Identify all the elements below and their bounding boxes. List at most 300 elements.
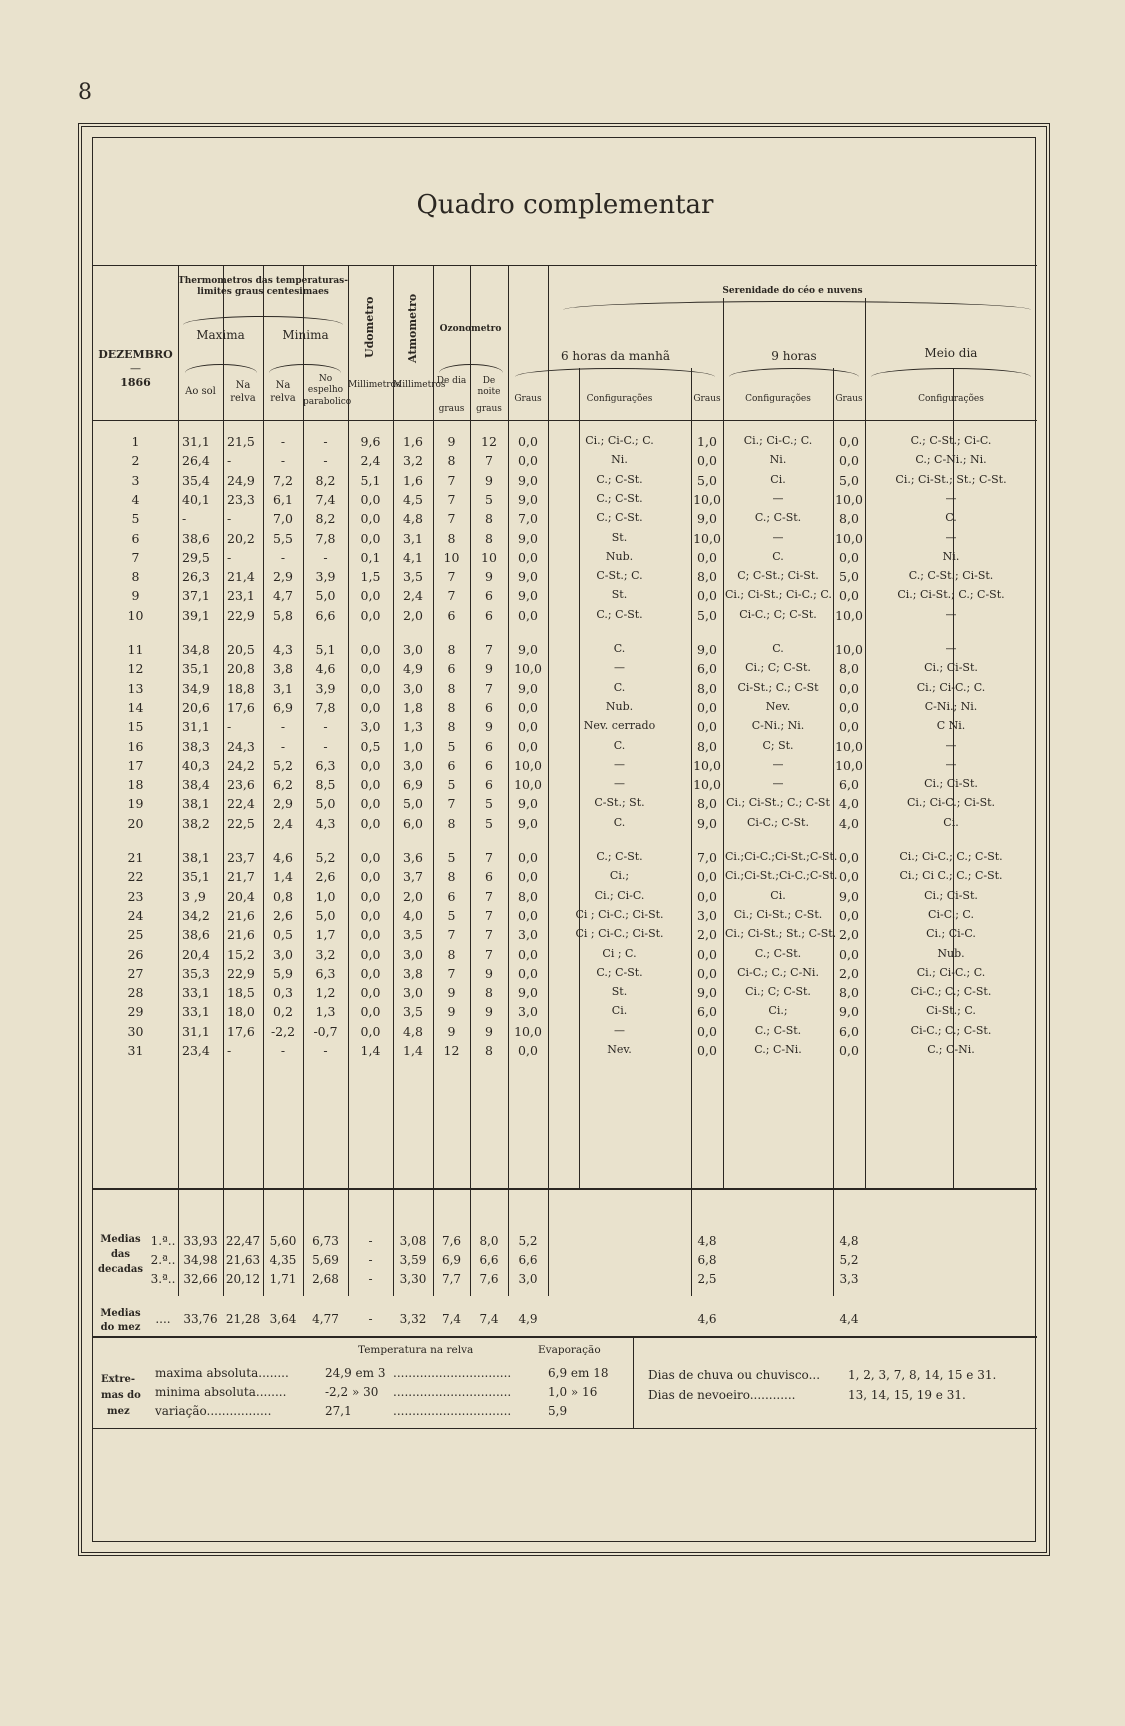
table-cell: 0,0	[360, 1023, 381, 1039]
table-cell: 10,0	[693, 530, 721, 546]
row-day: 18	[127, 777, 144, 793]
table-cell: 6	[485, 588, 493, 604]
table-cell: 6,9	[273, 699, 293, 715]
table-cell: 10	[481, 549, 497, 565]
table-cell: 26,4	[182, 453, 210, 469]
table-cell: 8	[447, 815, 456, 831]
table-cell: —	[945, 757, 957, 771]
thermo-brace	[183, 316, 343, 325]
table-cell: 40,1	[182, 491, 210, 507]
table-cell: 0,0	[697, 946, 717, 962]
table-cell: 6	[485, 757, 493, 773]
medias-cell: 1,71	[269, 1272, 297, 1286]
table-cell: 20,6	[182, 699, 210, 715]
table-cell: Ci.;Ci-St.;Ci-C.;C-St.	[725, 869, 838, 883]
table-cell: 5	[485, 796, 493, 812]
table-cell: 1,4	[403, 1043, 423, 1058]
medias-bottom-rule	[93, 1336, 1037, 1338]
table-cell: 20,4	[182, 946, 210, 962]
table-cell: 0,0	[360, 815, 381, 831]
table-cell: 0,0	[697, 869, 717, 885]
h9-brace	[729, 368, 859, 377]
table-cell: 9,0	[697, 642, 717, 657]
row-day: 19	[127, 796, 144, 812]
row-day: 1	[131, 434, 140, 449]
row-day: 27	[127, 965, 144, 981]
table-cell: 31,1	[182, 1023, 210, 1039]
table-cell: 31,1	[182, 434, 210, 449]
table-cell: 4,0	[403, 907, 423, 923]
table-cell: 18,8	[227, 680, 255, 696]
medias-cell: 22,47	[225, 1234, 261, 1248]
table-cell: -	[280, 549, 286, 565]
table-cell: Ci-C.; C.; C-Ni.	[737, 965, 819, 979]
table-cell: -	[323, 453, 328, 469]
table-cell: 9	[447, 985, 456, 1001]
row-day: 21	[127, 850, 144, 865]
table-cell: 2,0	[403, 888, 423, 904]
table-cell: Nev.	[765, 699, 791, 713]
table-cell: 3,5	[403, 927, 423, 943]
table-cell: 10,0	[514, 661, 542, 677]
table-cell: Ci.; Ci-St.; C.; C-St	[726, 796, 830, 810]
table-cell: 5,8	[273, 607, 293, 623]
table-cell: Ci.; Ci-C.	[594, 888, 645, 902]
table-cell: Ci.;Ci-C.;Ci-St.;C-St.	[725, 850, 838, 863]
row-day: 25	[127, 927, 144, 943]
table-cell: 0,0	[360, 530, 381, 546]
medias-mez-cell: 4,77	[312, 1312, 339, 1326]
table-cell: 5,0	[315, 796, 336, 812]
table-cell: 0,0	[518, 907, 538, 923]
table-cell: 20,2	[227, 530, 255, 546]
h6-brace	[515, 368, 715, 377]
temp-relva-header: Temperatura na relva	[358, 1344, 474, 1356]
table-cell: 7	[447, 569, 456, 585]
medias-mez-label: do mez	[100, 1322, 141, 1333]
table-cell: -	[323, 719, 328, 735]
row-day: 23	[127, 888, 144, 904]
table-cell: 5,0	[839, 569, 859, 585]
table-cell: 3,0	[360, 719, 381, 735]
extremas-bottom-rule	[93, 1428, 1037, 1429]
table-cell: 6,0	[403, 815, 423, 831]
medias-cell: 3,08	[399, 1234, 427, 1248]
table-cell: 18,5	[227, 985, 255, 1001]
table-cell: 35,3	[182, 965, 210, 981]
table-cell: 22,9	[227, 965, 255, 981]
table-cell: 4,5	[403, 491, 423, 507]
table-cell: -	[280, 1043, 286, 1058]
table-cell: St.	[611, 530, 628, 544]
table-cell: 7	[485, 946, 493, 962]
table-cell: 7	[447, 796, 456, 812]
medias-cell: 3,3	[839, 1272, 859, 1286]
meio-dia-brace	[871, 368, 1031, 377]
table-cell: Ci.; Ci-St.; St.; C-St.	[725, 927, 837, 941]
table-cell: 29,5	[182, 549, 210, 565]
table-cell: 2,4	[360, 453, 381, 469]
medias-cell: 7,6	[441, 1234, 462, 1248]
table-cell: 6	[485, 607, 493, 623]
table-cell: C.; C-St.	[596, 511, 643, 525]
configuracoes-header: Configurações	[745, 394, 811, 404]
table-cell: Ni.	[942, 549, 960, 563]
table-cell: 10,0	[693, 777, 721, 793]
table-cell: 5,0	[315, 588, 336, 604]
table-cell: C.; C-St.	[754, 946, 802, 960]
table-cell: —	[945, 642, 957, 655]
table-cell: 8	[447, 453, 456, 469]
table-cell: 9,6	[360, 434, 381, 449]
table-cell: —	[945, 491, 957, 505]
table-cell: 8,0	[697, 796, 717, 812]
medias-top-rule	[93, 1188, 1037, 1190]
table-cell: 0,0	[839, 719, 859, 735]
table-cell: C Ni.	[936, 719, 966, 733]
extremas-dots: ...............................	[393, 1404, 512, 1418]
table-cell: 3,9	[315, 680, 336, 696]
de-dia-header: De dia	[436, 376, 467, 386]
medias-mez-cell: -	[368, 1312, 373, 1326]
table-cell: C.; C-St.; Ci-C.	[910, 434, 992, 447]
table-cell: 0,0	[697, 719, 717, 735]
table-cell: 12	[443, 1043, 460, 1058]
graus-dia-header: graus	[438, 404, 465, 414]
medias-cell: -	[368, 1234, 373, 1248]
table-cell: Ci-C.; C.	[928, 907, 974, 921]
table-cell: Ci.; Ci-St.	[924, 661, 978, 675]
row-day: 3	[131, 472, 140, 488]
table-cell: C.; C-Ni.	[927, 1043, 975, 1056]
millimetros-1-header: Millimetros	[348, 380, 401, 390]
table-cell: 0,0	[839, 434, 859, 449]
table-cell: 4,3	[273, 642, 293, 657]
table-cell: 3,0	[403, 757, 423, 773]
table-cell: -	[323, 738, 328, 754]
table-cell: 9,0	[697, 815, 717, 831]
table-cell: 1,3	[403, 719, 423, 735]
table-cell: 2,6	[315, 869, 336, 885]
table-cell: Ci ; Ci-C.; Ci-St.	[575, 927, 664, 941]
table-cell: 2,0	[839, 965, 859, 981]
table-cell: 8	[447, 946, 456, 962]
medias-cell: 4,35	[269, 1253, 297, 1267]
udometro-header: Udometro	[363, 296, 376, 358]
h9-header: 9 horas	[771, 349, 817, 363]
medias-cell: 6,73	[312, 1234, 339, 1248]
table-cell: -0,7	[313, 1023, 338, 1039]
meio-dia-header: Meio dia	[924, 346, 978, 360]
medias-cell: 1.ª..	[150, 1234, 176, 1248]
row-day: 9	[131, 588, 140, 604]
table-cell: Ci.; Ci-C.; C.	[743, 434, 813, 447]
table-cell: 0,0	[697, 1023, 717, 1039]
row-day: 8	[131, 569, 140, 585]
table-cell: 5,1	[360, 472, 381, 488]
column-rule	[393, 266, 394, 1188]
configuracoes-header: Configurações	[586, 394, 653, 404]
extremas-evap-value: 6,9 em 18	[548, 1366, 609, 1380]
table-cell: 7	[447, 965, 456, 981]
medias-cell: 2,68	[312, 1272, 339, 1286]
table-cell: 7	[447, 472, 456, 488]
medias-cell: 4,8	[697, 1234, 717, 1248]
table-cell: 9,0	[518, 796, 538, 812]
table-cell: 1,0	[697, 434, 717, 449]
table-cell: 8	[447, 719, 456, 735]
table-cell: 9	[485, 569, 493, 585]
table-cell: -	[227, 453, 232, 469]
table-cell: 5	[447, 850, 456, 865]
row-day: 17	[127, 757, 144, 773]
table-cell: 1,5	[360, 569, 381, 585]
table-cell: Nub.	[937, 946, 965, 960]
serenidade-brace	[563, 301, 1031, 310]
row-day: 20	[127, 815, 144, 831]
table-cell: 8,0	[839, 985, 859, 1001]
table-cell: 3,2	[315, 946, 336, 962]
table-cell: 6,0	[839, 1023, 859, 1039]
table-cell: -	[280, 719, 286, 735]
table-cell: —	[614, 1023, 625, 1037]
medias-cell: 8,0	[479, 1234, 499, 1248]
table-cell: 22,9	[227, 607, 255, 623]
table-cell: 10,0	[514, 777, 542, 793]
row-day: 16	[127, 738, 144, 754]
table-cell: 22,4	[227, 796, 255, 812]
table-cell: C.; C-St.	[596, 607, 643, 621]
table-cell: Ci.; Ci C.; C.; C-St.	[899, 869, 1003, 883]
table-cell: —	[614, 661, 625, 675]
table-cell: C.	[613, 815, 626, 829]
table-cell: 0,0	[518, 699, 538, 715]
table-cell: 1,3	[315, 1004, 336, 1020]
table-cell: Ci.; Ci-St.	[924, 777, 978, 791]
table-cell: 0,5	[273, 927, 293, 943]
row-day: 5	[131, 511, 140, 527]
table-cell: 0,0	[697, 549, 717, 565]
table-cell: Ni.	[769, 453, 787, 467]
table-cell: 0,0	[697, 1043, 717, 1058]
extremas-line-label: maxima absoluta........	[155, 1366, 289, 1380]
table-cell: 39,1	[182, 607, 210, 623]
medias-cell: -	[368, 1272, 373, 1286]
configuracoes-header: Configurações	[918, 394, 984, 404]
h6-header: 6 horas da manhã	[560, 349, 671, 363]
table-cell: Ci.;	[768, 1004, 788, 1018]
table-cell: Ci.; Ci-C.; C.	[916, 680, 986, 694]
table-cell: 17,6	[227, 1023, 255, 1039]
table-cell: C.; C-Ni.	[754, 1043, 802, 1056]
table-cell: 10,0	[514, 757, 542, 773]
table-cell: 6	[485, 738, 493, 754]
medias-mez-cell: 3,32	[399, 1312, 427, 1326]
table-frame	[92, 137, 1036, 1542]
table-cell: C.; C-St.	[754, 1023, 802, 1037]
medias-cell: 7,7	[441, 1272, 462, 1286]
medias-mez-cell: ....	[155, 1312, 171, 1326]
table-cell: 0,0	[360, 869, 381, 885]
table-cell: Ci.; Ci-C.; C.; C-St.	[899, 850, 1003, 863]
table-cell: 3,1	[403, 530, 423, 546]
table-cell: 23,3	[227, 491, 255, 507]
table-cell: 4,1	[403, 549, 423, 565]
table-cell: 7,0	[273, 511, 293, 527]
table-cell: Ni.	[611, 453, 628, 467]
table-cell: 0,0	[360, 661, 381, 677]
row-day: 10	[127, 607, 144, 623]
table-cell: 5,5	[273, 530, 293, 546]
table-cell: 7	[485, 927, 493, 943]
table-cell: 35,4	[182, 472, 210, 488]
table-cell: 3,7	[403, 869, 423, 885]
table-cell: C.; C-St.	[596, 491, 643, 505]
table-cell: 0,0	[839, 453, 859, 469]
table-cell: 7,0	[697, 850, 717, 865]
table-cell: —	[772, 777, 784, 791]
table-cell: 3,0	[518, 927, 538, 943]
medias-mez-label: Medias	[100, 1308, 141, 1319]
table-cell: 7	[485, 453, 493, 469]
table-cell: 0,0	[839, 946, 859, 962]
table-cell: 3,0	[273, 946, 293, 962]
table-cell: 0,0	[360, 680, 381, 696]
table-cell: 10,0	[693, 757, 721, 773]
table-cell: 8	[447, 680, 456, 696]
table-cell: 8,2	[315, 511, 336, 527]
row-day: 29	[127, 1004, 144, 1020]
table-cell: 9,0	[518, 588, 538, 604]
medias-decadas-label: decadas	[97, 1264, 144, 1275]
table-cell: 6,1	[273, 491, 293, 507]
table-title: Quadro complementar	[416, 190, 714, 220]
extremas-label: Extre-	[101, 1374, 135, 1385]
table-cell: 9,0	[518, 569, 538, 585]
table-cell: 34,9	[182, 680, 210, 696]
table-cell: 26,3	[182, 569, 210, 585]
table-cell: 6	[447, 661, 456, 677]
table-cell: 1,8	[403, 699, 423, 715]
table-cell: 5	[447, 777, 456, 793]
graus-header: Graus	[835, 394, 863, 404]
table-cell: 33,1	[182, 985, 210, 1001]
table-cell: 38,2	[182, 815, 210, 831]
medias-cell: 2.ª..	[150, 1253, 176, 1267]
table-cell: 7	[485, 850, 493, 865]
medias-cell: 5,2	[518, 1234, 538, 1248]
table-cell: 3,1	[273, 680, 293, 696]
ozono-brace	[439, 364, 503, 373]
table-cell: -	[323, 549, 328, 565]
table-cell: Ci.; Ci-St.; Ci-C.; C.	[725, 588, 832, 602]
table-cell: 4,6	[315, 661, 336, 677]
table-cell: -	[280, 434, 286, 449]
table-cell: —	[614, 757, 625, 771]
table-cell: 7	[447, 491, 456, 507]
table-cell: 6	[447, 757, 456, 773]
maxima-header: Maxima	[196, 328, 245, 342]
table-cell: —	[772, 491, 784, 505]
table-cell: Nub.	[605, 549, 634, 563]
row-day: 6	[131, 530, 140, 546]
column-rule	[723, 368, 724, 1188]
minima-brace	[269, 364, 341, 373]
extremas-divider	[633, 1338, 634, 1428]
table-cell: 6,6	[315, 607, 336, 623]
table-cell: 9	[485, 719, 493, 735]
millimetros-2-header: Millimetros	[393, 380, 446, 390]
minima-header: Minima	[282, 328, 329, 342]
table-cell: 18,0	[227, 1004, 255, 1020]
table-cell: 21,5	[227, 434, 255, 449]
medias-cell: 2,5	[697, 1272, 717, 1286]
row-day: 15	[127, 719, 144, 735]
table-cell: 0,2	[273, 1004, 293, 1020]
medias-cell: 3,0	[518, 1272, 538, 1286]
medias-cell: 20,12	[225, 1272, 261, 1286]
extremas-line-label: variação.................	[155, 1404, 272, 1418]
table-cell: 7	[447, 511, 456, 527]
table-cell: C.; C-St.	[596, 965, 643, 979]
table-cell: C.	[945, 511, 957, 525]
table-cell: 21,4	[227, 569, 255, 585]
table-cell: 0,0	[839, 869, 859, 885]
table-cell: 1,4	[360, 1043, 381, 1058]
table-cell: -	[323, 434, 328, 449]
table-cell: Ci.; Ci-St.; St.; C-St.	[895, 472, 1007, 486]
table-cell: 0,0	[360, 907, 381, 923]
medias-cell: -	[368, 1253, 373, 1267]
table-cell: 4,0	[839, 796, 859, 812]
table-cell: 5,0	[697, 607, 717, 623]
table-cell: -	[227, 1043, 232, 1058]
extremas-label: mez	[107, 1406, 130, 1417]
table-cell: 8,0	[697, 680, 717, 696]
table-cell: 0,0	[360, 888, 381, 904]
medias-mez-cell: 4,6	[697, 1312, 717, 1326]
table-cell: 8,2	[315, 472, 336, 488]
table-cell: 3,0	[403, 642, 423, 657]
medias-mez-cell: 33,76	[183, 1312, 218, 1326]
table-cell: -	[280, 738, 286, 754]
table-cell: Ci ; C.	[602, 946, 637, 960]
table-cell: Nev. cerrado	[583, 719, 656, 733]
table-cell: -2,2	[270, 1023, 296, 1039]
table-cell: 7	[485, 680, 493, 696]
table-cell: 3,8	[273, 661, 293, 677]
table-cell: St.	[611, 588, 628, 602]
table-cell: 7	[485, 907, 493, 923]
table-cell: 31,1	[182, 719, 210, 735]
table-cell: 5,9	[273, 965, 293, 981]
table-cell: 34,8	[182, 642, 210, 657]
table-cell: Ci.; C; C-St.	[745, 985, 811, 999]
extremas-temp-value: 24,9 em 3	[325, 1366, 386, 1380]
table-cell: 6	[485, 777, 493, 793]
table-cell: Ci-St.; C.	[926, 1004, 976, 1018]
table-cell: -	[227, 549, 232, 565]
table-cell: 9,0	[839, 1004, 859, 1020]
table-cell: 0,0	[518, 1043, 538, 1058]
row-day: 11	[127, 642, 144, 657]
table-cell: 0,0	[839, 588, 859, 604]
table-cell: 4,7	[273, 588, 293, 604]
table-cell: 0,0	[360, 927, 381, 943]
header-rule	[93, 420, 1037, 421]
table-cell: —	[945, 738, 957, 752]
table-cell: 0,0	[360, 796, 381, 812]
